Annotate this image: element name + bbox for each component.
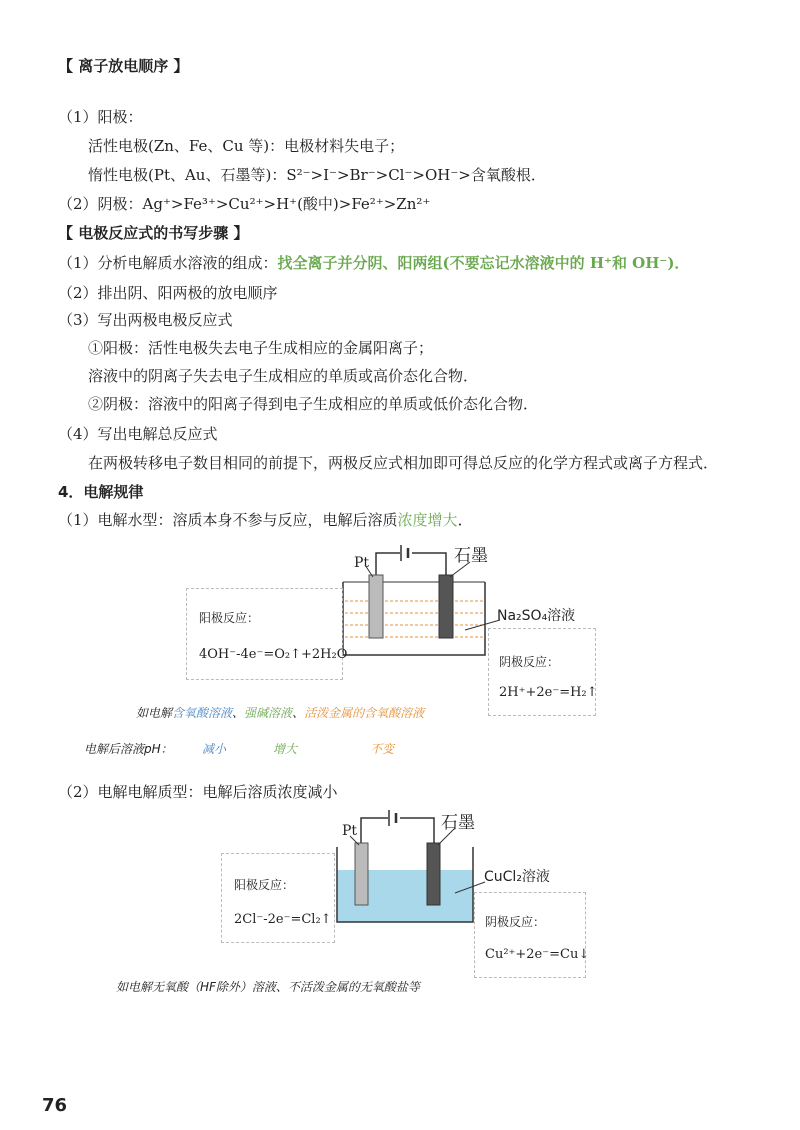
cathode-heading: （2）阴极：	[58, 195, 143, 213]
cathode-equation-1: 2H⁺+2e⁻=H₂↑	[499, 685, 598, 700]
note-sep-2: 、	[292, 706, 305, 720]
step3-anion: 溶液中的阴离子失去电子生成相应的单质或高价态化合物．	[88, 367, 479, 385]
section-title-electrode-steps: 【 电极反应式的书写步骤 】	[58, 224, 249, 242]
ph-unchanged: 不变	[370, 742, 395, 756]
ph-decrease: 减小	[202, 742, 227, 756]
pt-label-1: Pt	[354, 555, 370, 571]
pt-electrode-2	[355, 843, 368, 905]
water-type-highlight: 浓度增大	[397, 511, 458, 529]
section-title-electrolysis-rules: 4．电解规律	[58, 483, 144, 501]
water-type-end: ．	[457, 511, 473, 529]
graphite-electrode-2	[427, 843, 440, 905]
cathode-reaction-box-2	[474, 892, 590, 978]
anode-equation-2: 2Cl⁻-2e⁻=Cl₂↑	[234, 912, 332, 927]
graphite-label-2: 石墨	[441, 813, 475, 833]
note-active-metal-salt: 活泼金属的含氧酸溶液	[304, 706, 425, 720]
ph-increase: 增大	[273, 742, 298, 756]
step3-text: （3）写出两极电极反应式	[58, 311, 233, 329]
inert-order: S²⁻>I⁻>Br⁻>Cl⁻>OH⁻>含氧酸根．	[286, 166, 546, 184]
wire-right-2	[400, 818, 434, 843]
active-electrode-text: 活性电极(Zn、Fe、Cu 等)：电极材料失电子；	[88, 137, 405, 155]
anode-equation-1: 4OH⁻-4e⁻=O₂↑+2H₂O	[199, 647, 348, 662]
step2-text: （2）排出阴、阳两极的放电顺序	[58, 284, 278, 302]
step4-text: （4）写出电解总反应式	[58, 425, 218, 443]
anode-box-title-1: 阳极反应：	[199, 611, 260, 625]
graphite-label-1: 石墨	[454, 546, 488, 566]
step1-prefix: （1）分析电解质水溶液的组成：	[58, 254, 278, 272]
anode-reaction-box-2	[221, 853, 335, 943]
step1-highlight: 找全离子并分阴、阳两组(不要忘记水溶液中的 H⁺和 OH⁻)．	[277, 254, 690, 272]
water-type-prefix: （1）电解水型：溶质本身不参与反应，电解后溶质	[58, 511, 398, 529]
inert-electrode-prefix: 惰性电极(Pt、Au、石墨等)：	[88, 166, 287, 184]
note-sep-1: 、	[232, 706, 245, 720]
cathode-order: Ag⁺>Fe³⁺>Cu²⁺>H⁺(酸中)>Fe²⁺>Zn²⁺	[142, 195, 431, 213]
page-number: 76	[42, 1095, 68, 1116]
note-strong-base: 强碱溶液	[244, 706, 293, 720]
step3-cathode: ②阴极：溶液中的阳离子得到电子生成相应的单质或低价态化合物．	[88, 395, 539, 413]
anode-box-title-2: 阳极反应：	[234, 878, 295, 892]
solution-label-1: Na₂SO₄溶液	[497, 608, 576, 624]
step4-detail: 在两极转移电子数目相同的前提下，两极反应式相加即可得总反应的化学方程式或离子方程式．	[88, 454, 719, 472]
cathode-box-title-1: 阴极反应：	[499, 655, 560, 669]
cathode-box-title-2: 阴极反应：	[485, 915, 546, 929]
solution-label-2: CuCl₂溶液	[484, 869, 550, 885]
wire-left-2	[361, 818, 388, 843]
step3-anode: ①阳极：活性电极失去电子生成相应的金属阳离子；	[88, 339, 434, 357]
cathode-equation-2: Cu²⁺+2e⁻=Cu↓	[485, 947, 590, 962]
section-title-ion-discharge: 【 离子放电顺序 】	[58, 57, 189, 75]
pt-label-2: Pt	[342, 823, 358, 839]
example-note-2: 如电解无氧酸（HF除外）溶液、不活泼金属的无氧酸盐等	[116, 980, 420, 994]
electrolyte-type-text: （2）电解电解质型：电解后溶质浓度减小	[58, 783, 338, 801]
note-oxyacid: 含氧酸溶液	[172, 706, 233, 720]
note-prefix-1: 如电解	[136, 706, 173, 720]
anode-heading: （1）阳极：	[58, 108, 143, 126]
ph-label: 电解后溶液pH：	[84, 742, 173, 756]
